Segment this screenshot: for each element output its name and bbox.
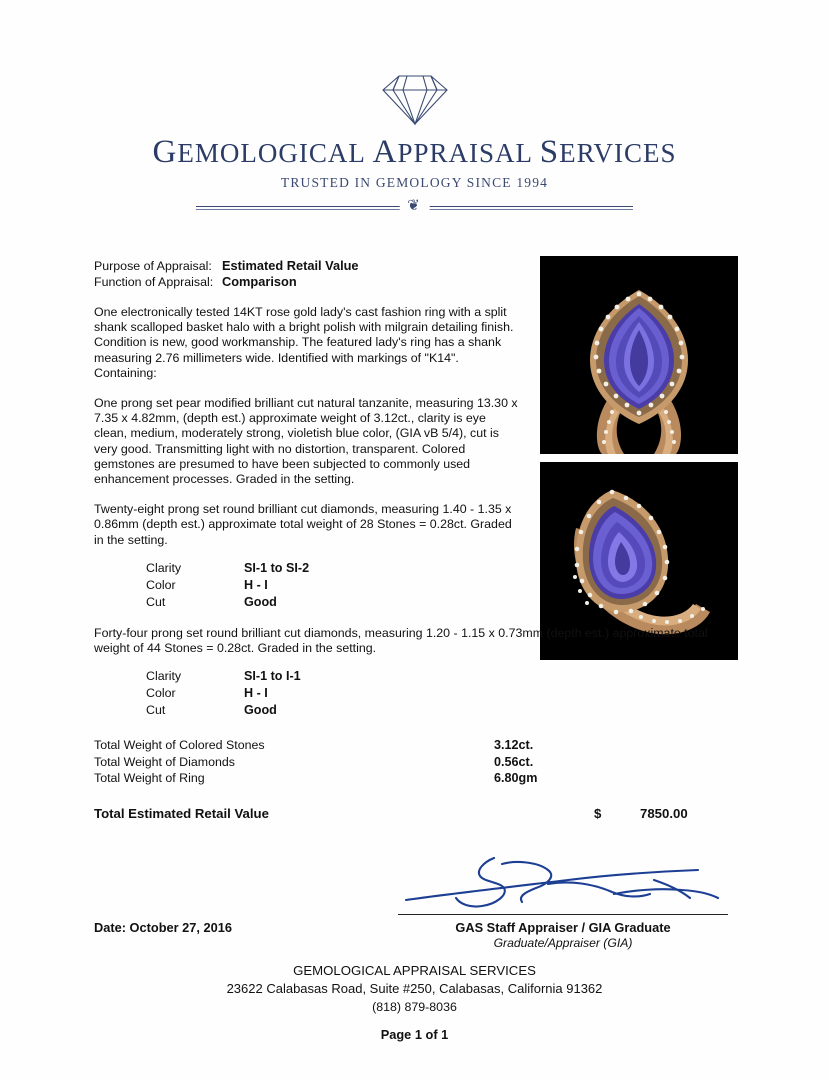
spec-label-clarity: Clarity bbox=[146, 560, 182, 575]
footer-phone: (818) 879-8036 bbox=[372, 1000, 457, 1014]
document-header bbox=[0, 72, 829, 222]
paragraph-diamond-group-1: Twenty-eight prong set round brilliant cut diamonds, measuring 1.40 - 1.35 x 0.86mm (depth est.) approximate total weight of 28 Stones = 0.28ct. Graded in the setting. bbox=[94, 502, 512, 547]
spec-row bbox=[146, 668, 734, 685]
paragraph-description: One electronically tested 14KT rose gold lady's cast fashion ring with a split shank scalloped basket halo with a bright polish with milgrain detailing finish. Condition is new, good workmanship. The featured lady's ring has a shank measuring 2.76 millimeters wide. Identified with markings of "K14". Containing: bbox=[94, 305, 514, 380]
page-number: Page 1 of 1 bbox=[380, 1027, 449, 1042]
grand-total-label: Total Estimated Retail Value bbox=[94, 805, 269, 821]
totals-table bbox=[94, 737, 734, 821]
appraiser-subtitle: Graduate/Appraiser (GIA) bbox=[493, 936, 633, 950]
spec-label-cut: Cut bbox=[146, 594, 166, 609]
spec-row bbox=[146, 560, 734, 577]
signature-line bbox=[398, 914, 728, 915]
spec-label-color: Color bbox=[146, 577, 176, 592]
spec-label-color: Color bbox=[146, 686, 176, 701]
grand-total-row bbox=[94, 806, 734, 821]
diamond-icon bbox=[369, 72, 461, 128]
company-title: GEMOLOGICAL APPRAISAL SERVICES bbox=[152, 134, 677, 170]
spec-value-cut: Good bbox=[244, 703, 277, 718]
spec-row bbox=[146, 577, 734, 594]
spec-value-color: H - I bbox=[244, 686, 268, 701]
total-label: Total Weight of Ring bbox=[94, 771, 205, 786]
grand-total-amount: 7850.00 bbox=[640, 805, 688, 821]
company-tagline: TRUSTED IN GEMOLOGY SINCE 1994 bbox=[280, 175, 549, 190]
header-divider bbox=[0, 200, 829, 222]
field-purpose-label: Purpose of Appraisal: bbox=[94, 259, 212, 273]
spec-value-cut: Good bbox=[244, 594, 277, 609]
total-label: Total Weight of Diamonds bbox=[94, 754, 235, 769]
appraisal-date: Date: October 27, 2016 bbox=[94, 920, 232, 935]
field-purpose bbox=[94, 258, 734, 274]
total-value: 6.80gm bbox=[494, 771, 538, 786]
spec-value-color: H - I bbox=[244, 577, 268, 592]
appraiser-title: GAS Staff Appraiser / GIA Graduate bbox=[455, 920, 671, 935]
spec-row bbox=[146, 702, 734, 719]
field-purpose-value: Estimated Retail Value bbox=[222, 258, 359, 273]
footer-company: GEMOLOGICAL APPRAISAL SERVICES bbox=[293, 963, 536, 978]
field-function-label: Function of Appraisal: bbox=[94, 275, 214, 289]
spec-label-clarity: Clarity bbox=[146, 669, 182, 684]
total-row-ring-weight bbox=[94, 770, 734, 787]
total-value: 3.12ct. bbox=[494, 738, 534, 753]
spec-label-cut: Cut bbox=[146, 703, 166, 718]
total-value: 0.56ct. bbox=[494, 754, 534, 769]
footer-address: 23622 Calabasas Road, Suite #250, Calabasas, California 91362 bbox=[226, 981, 603, 996]
total-label: Total Weight of Colored Stones bbox=[94, 738, 265, 753]
spec-table-diamond-group-2 bbox=[146, 668, 734, 719]
spec-value-clarity: SI-1 to I-1 bbox=[244, 669, 301, 684]
total-row-diamonds bbox=[94, 754, 734, 771]
spec-row bbox=[146, 685, 734, 702]
spec-table-diamond-group-1 bbox=[146, 560, 734, 611]
paragraph-diamond-group-2: Forty-four prong set round brilliant cut diamonds, measuring 1.20 - 1.15 x 0.73mm (depth est.) approximate total weight of 44 Stones = 0.28ct. Graded in the setting. bbox=[94, 625, 708, 656]
spec-value-clarity: SI-1 to SI-2 bbox=[244, 560, 310, 575]
appraisal-body bbox=[94, 258, 734, 821]
ornament-icon: ❦ bbox=[399, 196, 430, 215]
spec-row bbox=[146, 594, 734, 611]
total-row-colored-stones bbox=[94, 737, 734, 754]
field-function bbox=[94, 274, 734, 290]
grand-total-currency: $ bbox=[594, 805, 602, 821]
field-function-value: Comparison bbox=[222, 274, 297, 289]
document-footer bbox=[0, 962, 829, 1044]
paragraph-center-stone: One prong set pear modified brilliant cut natural tanzanite, measuring 13.30 x 7.35 x 4.82mm, (depth est.) approximate weight of 3.12ct., clarity is eye clean, medium, moderately strong, violetish blue color, (GIA vB 5/4), cut is very good. Transmitting light with no distortion, transparent. Colored gemstones are presumed to have been subjected to commonly used enhancement processes. Graded in the setting. bbox=[94, 396, 518, 487]
